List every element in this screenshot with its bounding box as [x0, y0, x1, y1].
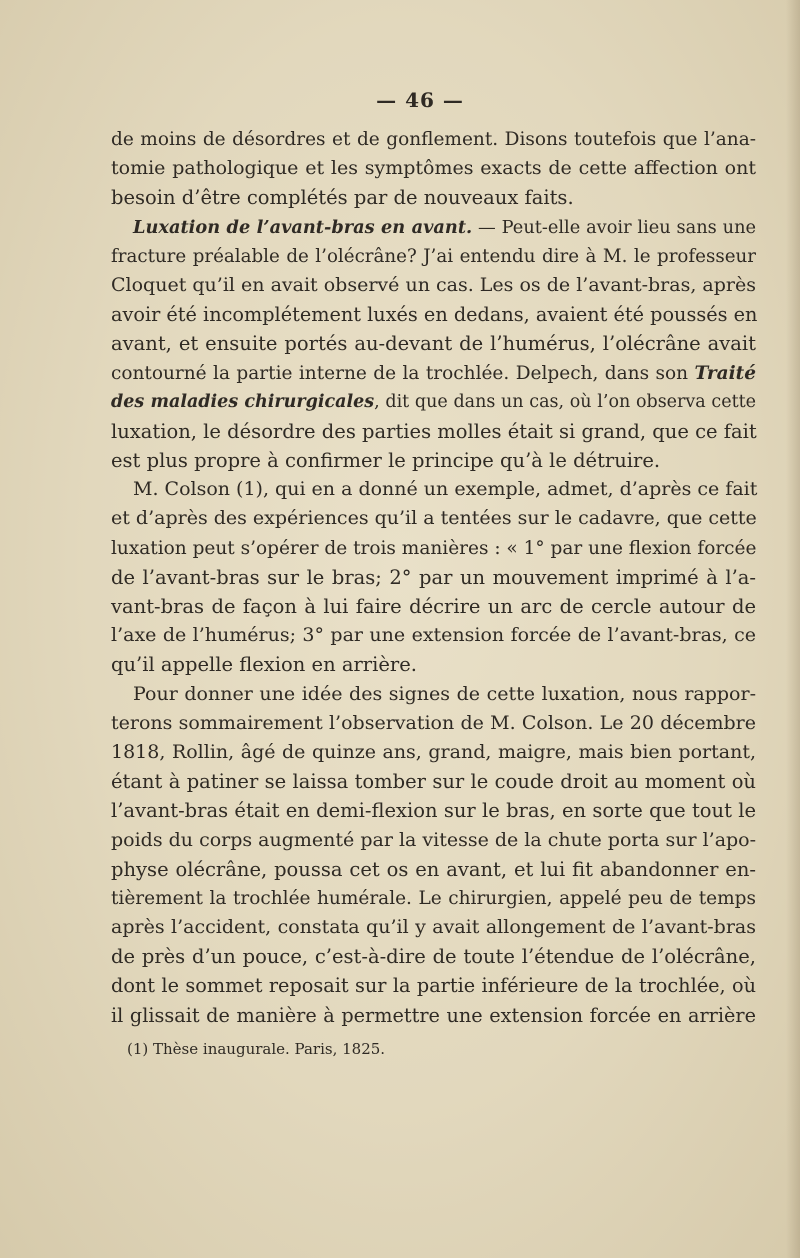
text-line: fracture préalable de l’olécrâne? J’ai entendu dire à M. le professeur: [111, 245, 756, 267]
text-line: étant à patiner se laissa tomber sur le coude droit au moment où: [111, 770, 756, 794]
text-line: qu’il appelle flexion en arrière.: [111, 653, 417, 677]
text-line: l’avant-bras était en demi-flexion sur le bras, en sorte que tout le: [111, 799, 756, 823]
text-line: tièrement la trochlée humérale. Le chirurgien, appelé peu de temps: [111, 887, 756, 909]
text-line: tomie pathologique et les symptômes exacts de cette affection ont: [111, 157, 756, 180]
text-line: avant, et ensuite portés au-devant de l’humérus, l’olécrâne avait: [111, 332, 756, 356]
text-line: luxation peut s’opérer de trois manières : « 1° par une flexion forcée: [111, 537, 757, 559]
text-line: après l’accident, constata qu’il y avait allongement de l’avant-bras: [111, 916, 756, 939]
text-line: poids du corps augmenté par la vitesse de la chute porta sur l’apo-: [111, 828, 757, 851]
text-line: avoir été incomplétement luxés en dedans, avaient été poussés en: [111, 303, 758, 327]
page-number: — 46 —: [376, 88, 464, 112]
page-edge-shadow: [786, 0, 800, 1258]
text-line: M. Colson (1), qui en a donné un exemple, admet, d’après ce fait: [133, 478, 758, 501]
footnote: (1) Thèse inaugurale. Paris, 1825.: [127, 1040, 386, 1058]
text-line: Cloquet qu’il en avait observé un cas. Les os de l’avant-bras, après: [111, 273, 756, 296]
text-fragment: — Peut-elle avoir lieu sans une: [472, 217, 757, 238]
text-line: physe olécrâne, poussa cet os en avant, et lui fit abandonner en-: [111, 857, 756, 881]
text-line: de près d’un pouce, c’est-à-dire de toute l’étendue de l’olécrâne,: [111, 945, 756, 969]
text-line: vant-bras de façon à lui faire décrire un arc de cercle autour de: [111, 595, 756, 618]
text-line: l’axe de l’humérus; 3° par une extension forcée de l’avant-bras, ce: [111, 624, 756, 647]
text-line: 1818, Rollin, âgé de quinze ans, grand, maigre, mais bien portant,: [111, 740, 756, 763]
text-fragment: , dit que dans un cas, où l’on observa cette: [374, 391, 756, 412]
text-line: [111, 359, 756, 388]
body-text: [111, 125, 756, 1030]
book-title-fragment: Traité: [694, 362, 756, 384]
text-line: terons sommairement l’observation de M. Colson. Le 20 décembre: [111, 711, 756, 734]
text-line: il glissait de manière à permettre une extension forcée en arrière: [111, 1003, 756, 1027]
section-heading-line: [111, 213, 756, 242]
text-line: de l’avant-bras sur le bras; 2° par un mouvement imprimé à l’a-: [111, 565, 756, 589]
text-line: Pour donner une idée des signes de cette luxation, nous rappor-: [133, 682, 756, 705]
text-line: luxation, le désordre des parties molles était si grand, que ce fait: [111, 419, 757, 443]
book-title-fragment: des maladies chirurgicales: [111, 391, 375, 412]
text-line: [111, 388, 756, 417]
text-line: dont le sommet reposait sur la partie inférieure de la trochlée, où: [111, 974, 756, 998]
text-line: et d’après des expériences qu’il a tentées sur le cadavre, que cette: [111, 507, 757, 530]
text-line: de moins de désordres et de gonflement. Disons toutefois que l’ana-: [111, 129, 756, 150]
text-fragment: contourné la partie interne de la trochlée. Delpech, dans son: [111, 362, 695, 384]
text-line: besoin d’être complétés par de nouveaux faits.: [111, 186, 574, 210]
text-line: est plus propre à confirmer le principe qu’à le détruire.: [111, 449, 661, 473]
section-heading: Luxation de l’avant-bras en avant.: [133, 216, 473, 238]
